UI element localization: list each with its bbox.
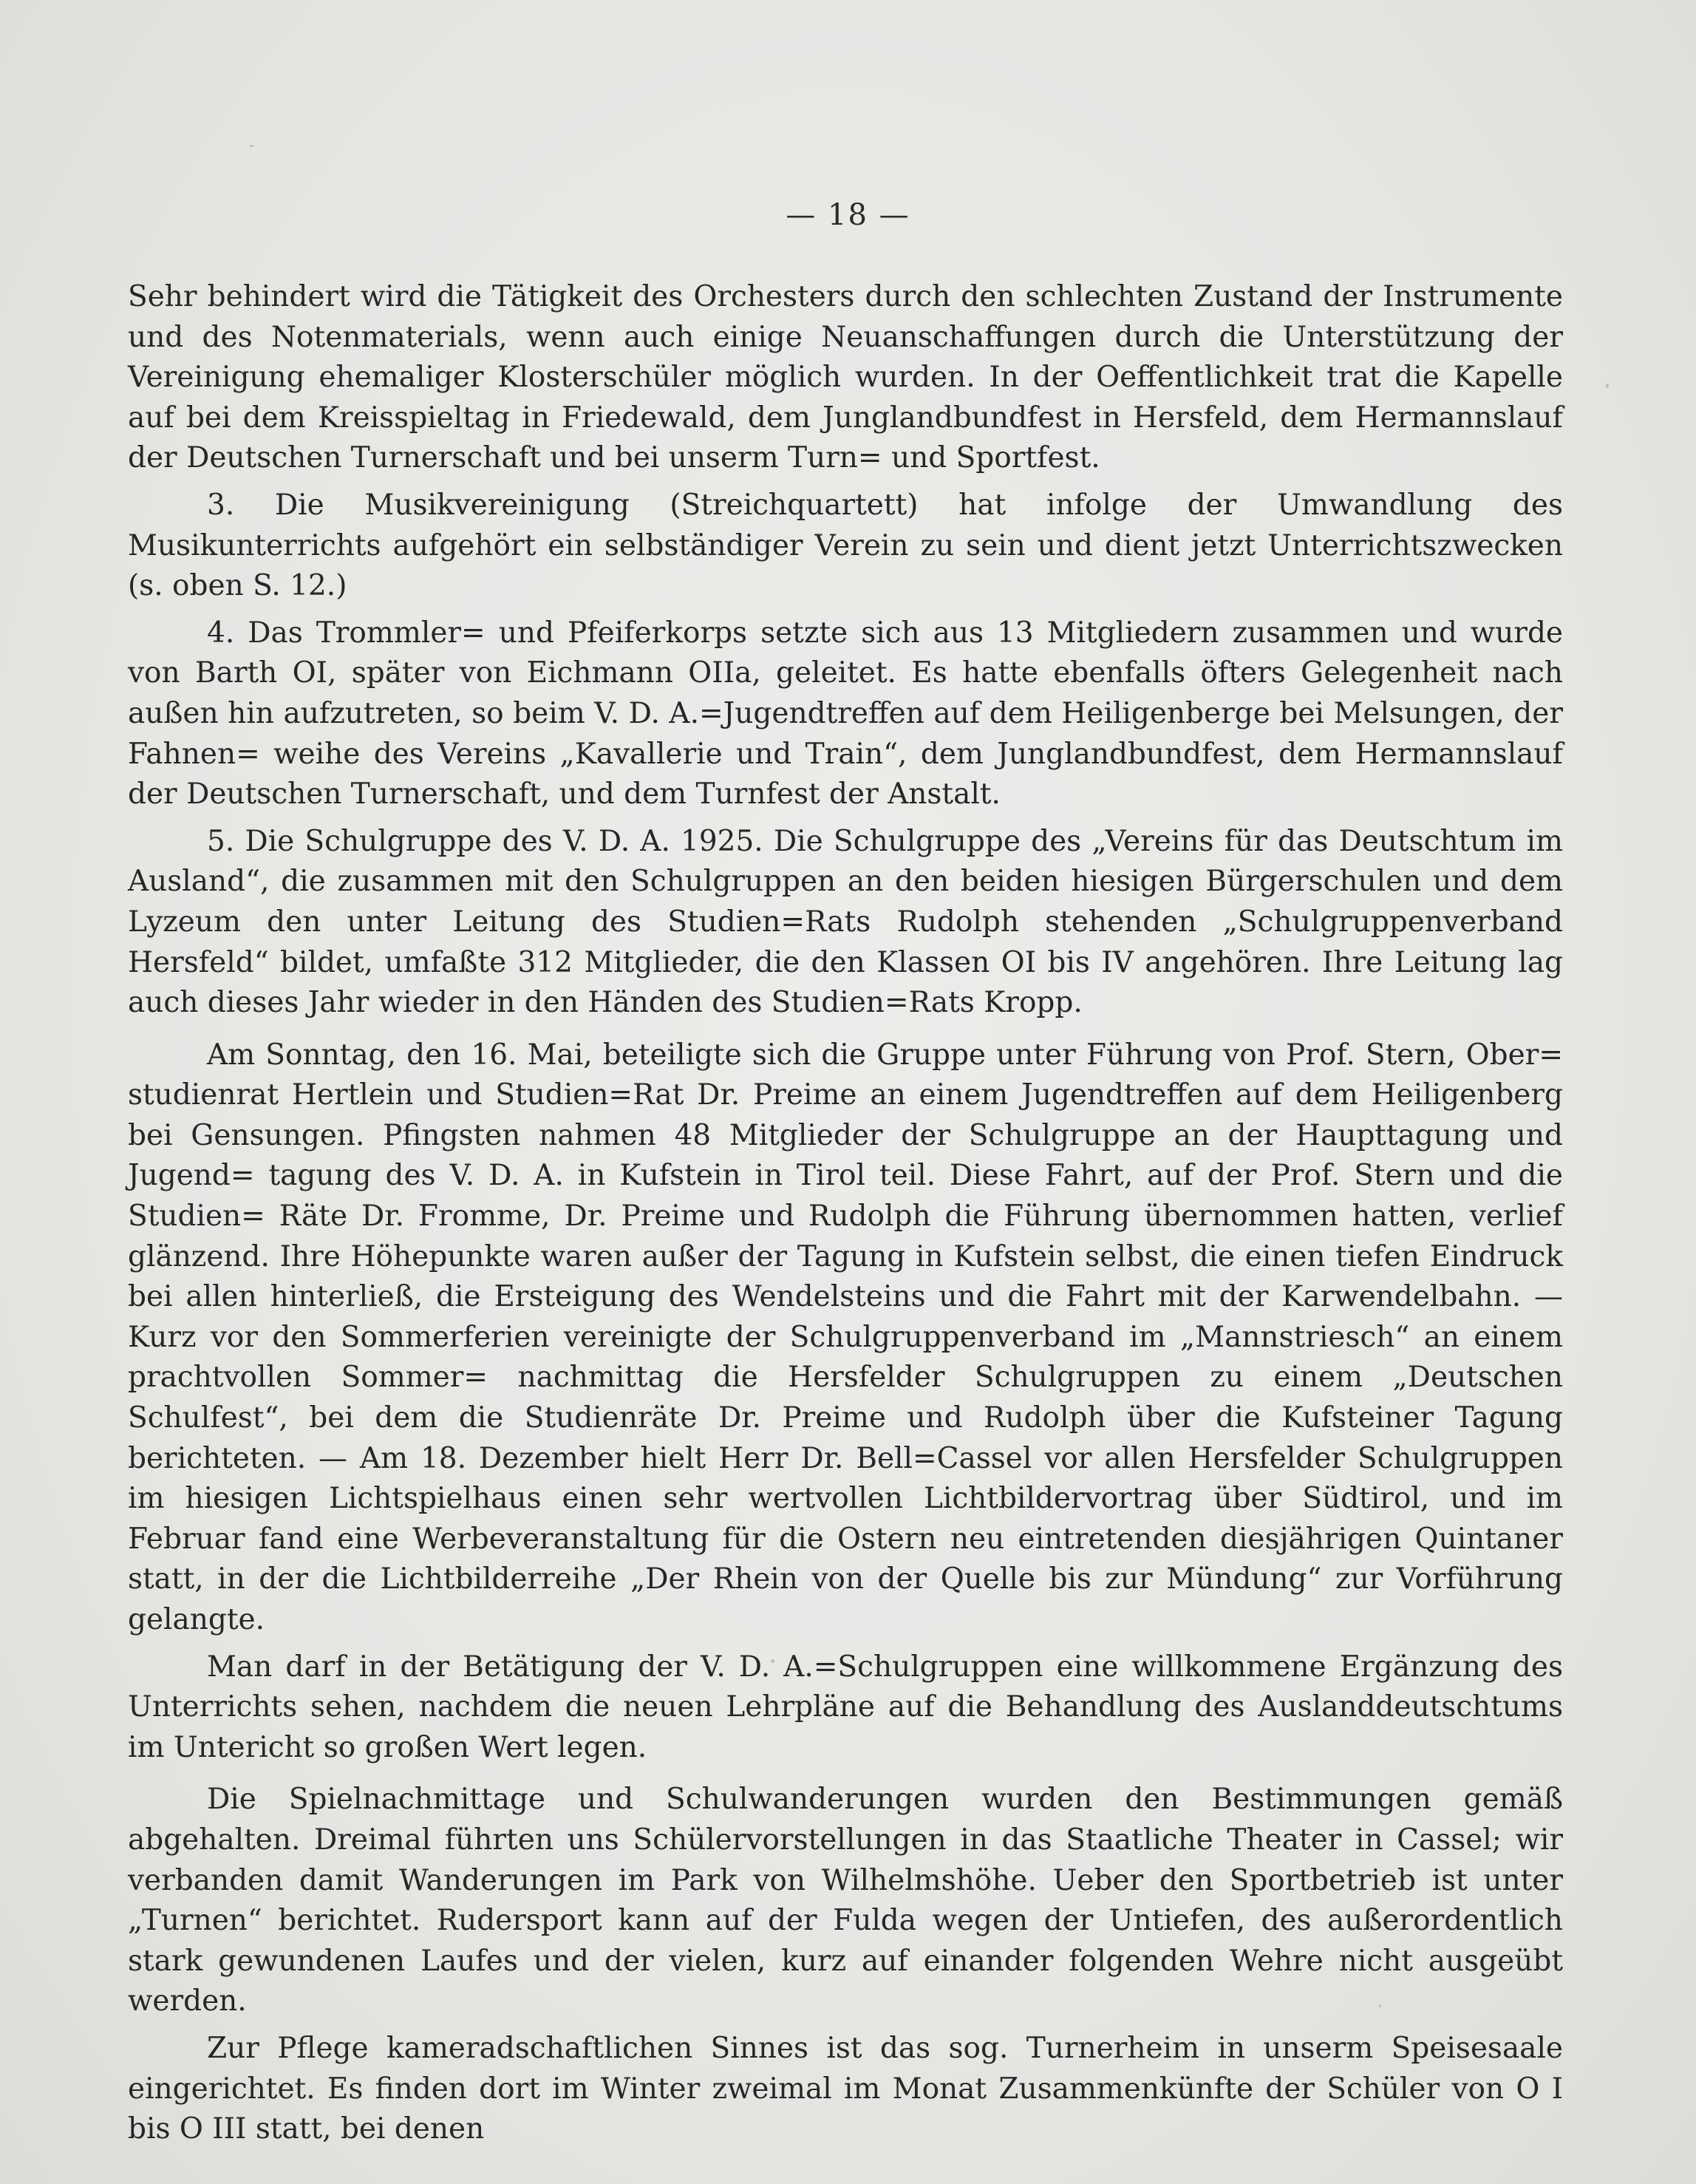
paragraph-musikvereinigung: 3. Die Musikvereinigung (Streichquartett) hat infolge der Umwandlung des Musikunterrichts aufgehört ein selbständiger Verein zu sein und dient jetzt Unterrichtszwecken (s. oben S. 12.) [128, 488, 1563, 603]
paragraph-jugendtreffen: Am Sonntag, den 16. Mai, beteiligte sich die Gruppe unter Führung von Prof. Stern, Ober= studienrat Hertlein und Studien=Rat Dr. Preime an einem Jugendtreffen auf dem Heiligenberg bei Gensungen. Pfingsten nahmen 48 Mitglieder der Schulgruppe an der Haupttagung und Jugend= tagung des V. D. A. in Kufstein in Tirol teil. Diese Fahrt, auf der Prof. Stern und die Studien= Räte Dr. Fromme, Dr. Preime und Rudolph die Führung übernommen hatten, verlief glänzend. Ihre Höhepunkte waren außer der Tagung in Kufstein selbst, die einen tiefen Eindruck bei allen hinterließ, die Ersteigung des Wendelsteins und die Fahrt mit der Karwendelbahn. — Kurz vor den Sommerferien vereinigte der Schulgruppenverband im „Mannstriesch“ an einem prachtvollen Sommer= nachmittag die Hersfelder Schulgruppen zu einem „Deutschen Schulfest“, bei dem die Studienräte Dr. Preime und Rudolph über die Kufsteiner Tagung berichteten. — Am 18. Dezember hielt Herr Dr. Bell=Cassel vor allen Hersfelder Schulgruppen im hiesigen Lichtspielhaus einen sehr wertvollen Lichtbildervortrag über Südtirol, und im Februar fand eine Werbeveranstaltung für die Ostern neu eintretenden diesjährigen Quintaner statt, in der die Lichtbilderreihe „Der Rhein von der Quelle bis zur Mündung“ zur Vorführung gelangte. [128, 1038, 1563, 1636]
body-text [128, 277, 1563, 2150]
paragraph-betaetigung: Man darf in der Betätigung der V. D. A.=Schulgruppen eine willkommene Ergänzung des Unterrichts sehen, nachdem die neuen Lehrpläne auf die Behandlung des Auslanddeutschtums im Untericht so großen Wert legen. [128, 1650, 1563, 1764]
paragraph-schulgruppe-vda: 5. Die Schulgruppe des V. D. A. 1925. Die Schulgruppe des „Vereins für das Deutschtum im Ausland“, die zusammen mit den Schulgruppen an den beiden hiesigen Bürgerschulen und dem Lyzeum den unter Leitung des Studien=Rats Rudolph stehenden „Schulgruppenverband Hersfeld“ bildet, umfaßte 312 Mitglieder, die den Klassen OI bis IV angehören. Ihre Leitung lag auch dieses Jahr wieder in den Händen des Studien=Rats Kropp. [128, 824, 1563, 1020]
paper-speck [250, 145, 253, 147]
paragraph-turnerheim: Zur Pflege kameradschaftlichen Sinnes ist das sog. Turnerheim in unserm Speisesaale eingerichtet. Es finden dort im Winter zweimal im Monat Zusammenkünfte der Schüler von O I bis O III statt, bei denen [128, 2031, 1563, 2146]
paragraph-orchestra: Sehr behindert wird die Tätigkeit des Orchesters durch den schlechten Zustand der Instrumente und des Notenmaterials, wenn auch einige Neuanschaffungen durch die Unterstützung der Vereinigung ehemaliger Klosterschüler möglich wurden. In der Oeffentlichkeit trat die Kapelle auf bei dem Kreisspieltag in Friedewald, dem Junglandbundfest in Hersfeld, dem Hermannslauf der Deutschen Turnerschaft und bei unserm Turn= und Sportfest. [128, 280, 1563, 475]
paper-speck [1606, 384, 1609, 388]
page-number: — 18 — [786, 198, 910, 232]
paragraph-trommlerkorps: 4. Das Trommler= und Pfeiferkorps setzte sich aus 13 Mitgliedern zusammen und wurde von Barth OI, später von Eichmann OIIa, geleitet. Es hatte ebenfalls öfters Gelegenheit nach außen hin aufzutreten, so beim V. D. A.=Jugendtreffen auf dem Heiligenberge bei Melsungen, der Fahnen= weihe des Vereins „Kavallerie und Train“, dem Junglandbundfest, dem Hermannslauf der Deutschen Turnerschaft, und dem Turnfest der Anstalt. [128, 616, 1563, 812]
paragraph-spielnachmittage: Die Spielnachmittage und Schulwanderungen wurden den Bestimmungen gemäß abgehalten. Dreimal führten uns Schülervorstellungen in das Staatliche Theater in Cassel; wir verbanden damit Wanderungen im Park von Wilhelmshöhe. Ueber den Sportbetrieb ist unter „Turnen“ berichtet. Rudersport kann auf der Fulda wegen der Untiefen, des außerordentlich stark gewundenen Laufes und der vielen, kurz auf einander folgenden Wehre nicht ausgeübt werden. [128, 1783, 1563, 2018]
